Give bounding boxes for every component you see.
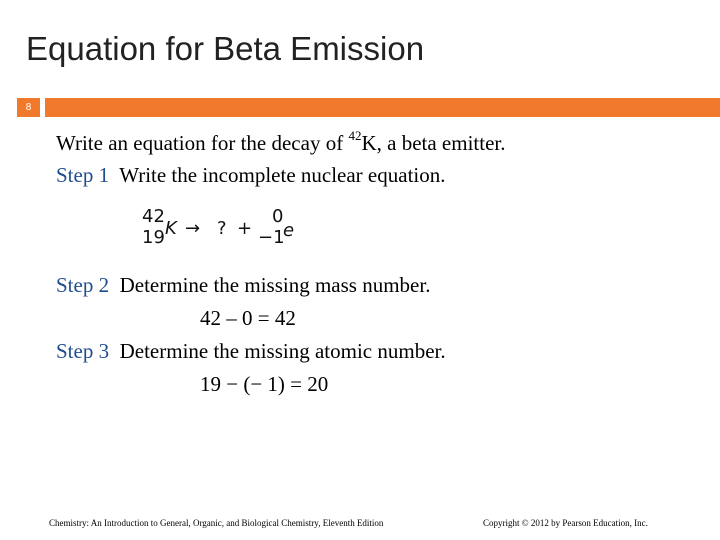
step2-calculation: 42 – 0 = 42	[200, 306, 296, 330]
e-atomic-number: −1	[258, 227, 285, 248]
step2-text: Determine the missing mass number.	[119, 273, 431, 297]
footer-copyright: Copyright © 2012 by Pearson Education, Inc.	[483, 518, 648, 528]
step3-line	[56, 339, 446, 364]
step1-text: Write the incomplete nuclear equation.	[119, 163, 446, 187]
intro-mass-number: 42	[348, 128, 362, 143]
k-mass-number: 42	[142, 206, 165, 227]
slide-number: 8	[17, 98, 40, 117]
reaction-arrow: →	[185, 218, 201, 239]
plus-sign: +	[237, 218, 253, 239]
step3-label: Step 3	[56, 339, 110, 363]
unknown-product: ?	[217, 218, 227, 239]
step3-text: Determine the missing atomic number.	[119, 339, 446, 363]
footer-book-title: Chemistry: An Introduction to General, Organic, and Biological Chemistry, Eleventh Edition	[49, 518, 384, 528]
intro-text-pre: Write an equation for the decay of	[56, 131, 349, 155]
k-symbol: K	[165, 218, 177, 239]
intro-line	[56, 130, 505, 156]
step1-line	[56, 163, 446, 188]
k-atomic-number: 19	[142, 227, 165, 248]
e-symbol: e	[283, 220, 295, 241]
step2-line	[56, 273, 430, 298]
e-mass-number: 0	[272, 206, 284, 227]
slide-title: Equation for Beta Emission	[26, 30, 425, 67]
intro-text-post: K, a beta emitter.	[361, 131, 506, 155]
step1-label: Step 1	[56, 163, 110, 187]
header-rule	[45, 98, 720, 117]
step2-label: Step 2	[56, 273, 110, 297]
step3-calculation: 19 − (− 1) = 20	[200, 372, 329, 396]
